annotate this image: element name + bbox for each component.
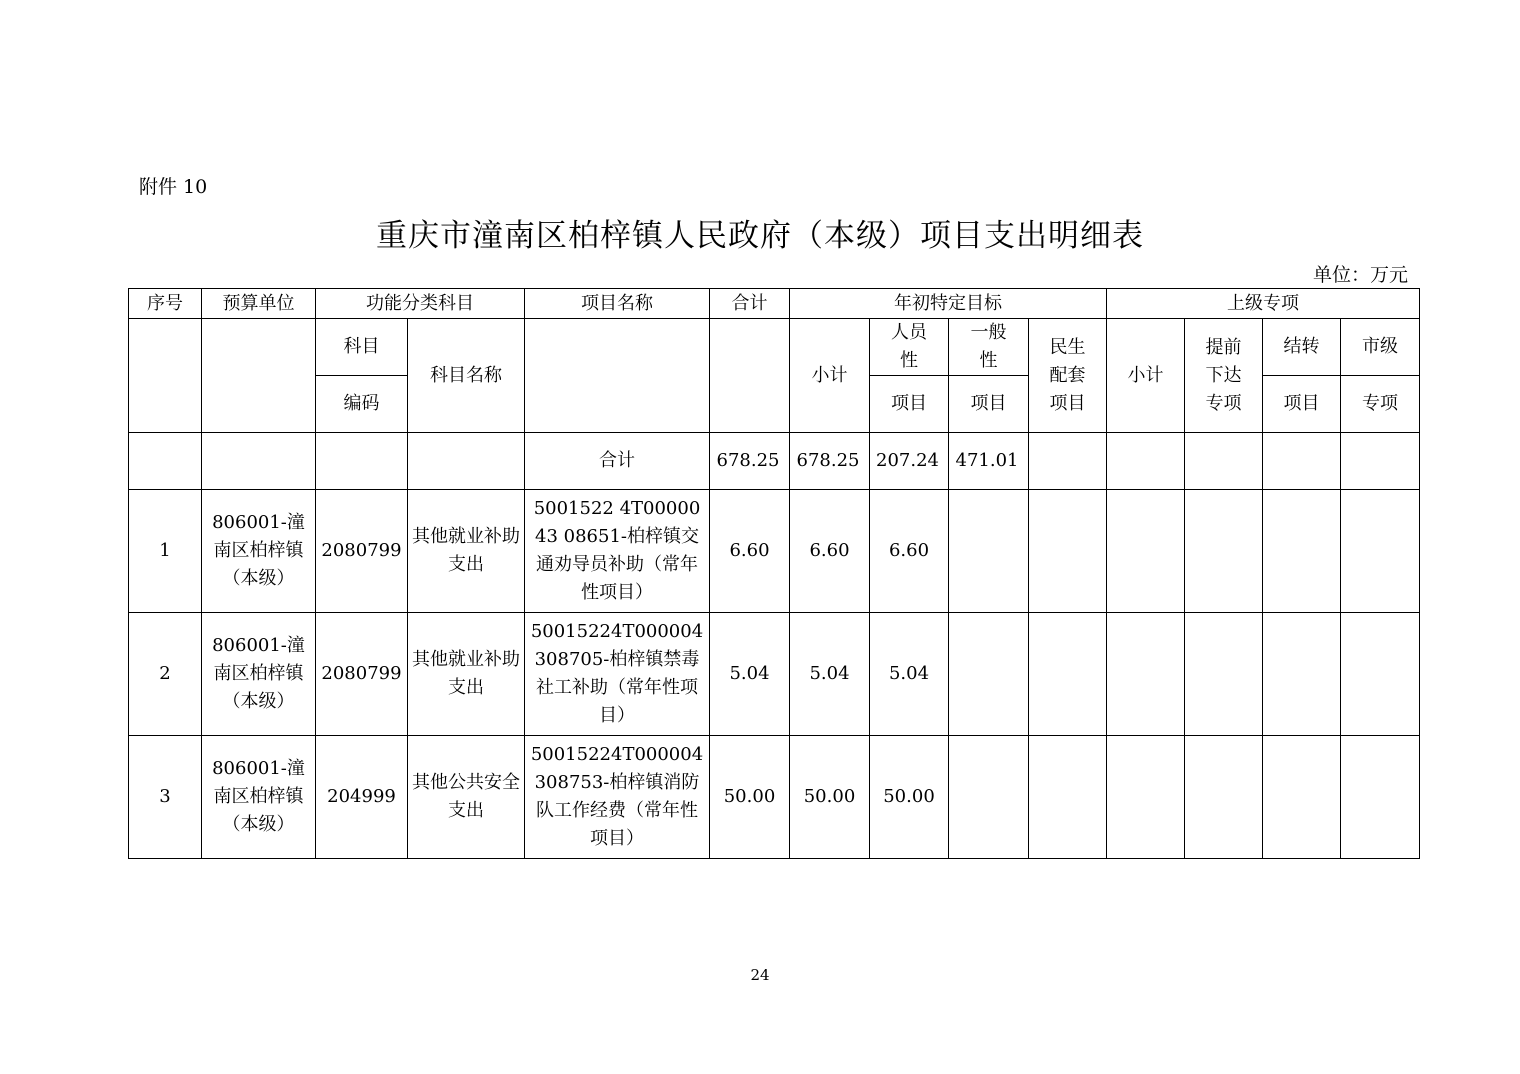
cell-blank [949, 613, 1029, 736]
header-initial-target: 年初特定目标 [790, 289, 1107, 319]
header-minsheng: 民生配套项目 [1029, 319, 1107, 433]
row-unit: 806001-潼南区柏梓镇（本级） [202, 736, 316, 859]
cell-blank [949, 490, 1029, 613]
cell-blank [1107, 433, 1185, 490]
row-seq: 1 [129, 490, 202, 613]
header-row-2 [129, 319, 1420, 376]
attachment-label: 附件 10 [139, 176, 208, 198]
row-code: 204999 [316, 736, 408, 859]
cell-blank [129, 433, 202, 490]
row-personnel: 6.60 [870, 490, 949, 613]
page-number: 24 [750, 966, 770, 984]
header-carryover-project: 项目 [1263, 376, 1341, 433]
total-general: 471.01 [949, 433, 1029, 490]
cell-blank [1341, 736, 1420, 859]
header-personnel-project: 项目 [870, 376, 949, 433]
cell-blank [1029, 490, 1107, 613]
row-subtotal: 5.04 [790, 613, 870, 736]
header-general: 一般性 [949, 319, 1029, 376]
cell-blank [1263, 490, 1341, 613]
total-personnel: 207.24 [870, 433, 949, 490]
total-subtotal: 678.25 [790, 433, 870, 490]
cell-blank [1341, 433, 1420, 490]
header-upper-subtotal: 小计 [1107, 319, 1185, 433]
header-blank [525, 319, 710, 433]
cell-blank [949, 736, 1029, 859]
row-subject-name: 其他就业补助支出 [408, 490, 525, 613]
row-personnel: 5.04 [870, 613, 949, 736]
row-unit: 806001-潼南区柏梓镇（本级） [202, 490, 316, 613]
header-general-project: 项目 [949, 376, 1029, 433]
header-subtotal: 小计 [790, 319, 870, 433]
header-subject-name: 科目名称 [408, 319, 525, 433]
cell-blank [1263, 613, 1341, 736]
cell-blank [1341, 490, 1420, 613]
cell-blank [1107, 736, 1185, 859]
row-code: 2080799 [316, 613, 408, 736]
row-subtotal: 6.60 [790, 490, 870, 613]
row-seq: 3 [129, 736, 202, 859]
cell-blank [1263, 433, 1341, 490]
row-code: 2080799 [316, 490, 408, 613]
cell-blank [408, 433, 525, 490]
page-title: 重庆市潼南区柏梓镇人民政府（本级）项目支出明细表 [376, 218, 1144, 254]
cell-blank [202, 433, 316, 490]
row-project: 50015224T000004308753-柏梓镇消防队工作经费（常年性项目） [525, 736, 710, 859]
table-row [129, 613, 1420, 736]
row-total: 50.00 [710, 736, 790, 859]
cell-blank [316, 433, 408, 490]
row-seq: 2 [129, 613, 202, 736]
cell-blank [1185, 736, 1263, 859]
row-total: 6.60 [710, 490, 790, 613]
row-subject-name: 其他就业补助支出 [408, 613, 525, 736]
header-blank [129, 319, 202, 433]
header-seq: 序号 [129, 289, 202, 319]
row-subject-name: 其他公共安全支出 [408, 736, 525, 859]
header-blank [202, 319, 316, 433]
row-personnel: 50.00 [870, 736, 949, 859]
cell-blank [1185, 433, 1263, 490]
cell-blank [1029, 613, 1107, 736]
cell-blank [1029, 736, 1107, 859]
cell-blank [1341, 613, 1420, 736]
header-code: 编码 [316, 376, 408, 433]
row-project: 5001522 4T0000043 08651-柏梓镇交通劝导员补助（常年性项目） [525, 490, 710, 613]
row-total: 5.04 [710, 613, 790, 736]
header-total: 合计 [710, 289, 790, 319]
project-expenditure-table [128, 288, 1420, 859]
table-row [129, 736, 1420, 859]
cell-blank [1185, 613, 1263, 736]
header-upper-special: 上级专项 [1107, 289, 1420, 319]
unit-label: 单位：万元 [1312, 264, 1408, 286]
cell-blank [1107, 613, 1185, 736]
header-carryover: 结转 [1263, 319, 1341, 376]
header-blank [710, 319, 790, 433]
total-label: 合计 [525, 433, 710, 490]
header-city: 市级 [1341, 319, 1420, 376]
cell-blank [1107, 490, 1185, 613]
header-advance: 提前下达专项 [1185, 319, 1263, 433]
header-budget-unit: 预算单位 [202, 289, 316, 319]
header-personnel: 人员性 [870, 319, 949, 376]
cell-blank [1185, 490, 1263, 613]
row-unit: 806001-潼南区柏梓镇（本级） [202, 613, 316, 736]
header-row-1 [129, 289, 1420, 319]
header-subject: 科目 [316, 319, 408, 376]
cell-blank [1263, 736, 1341, 859]
header-func-class: 功能分类科目 [316, 289, 525, 319]
total-total: 678.25 [710, 433, 790, 490]
row-project: 50015224T000004308705-柏梓镇禁毒社工补助（常年性项目） [525, 613, 710, 736]
header-special: 专项 [1341, 376, 1420, 433]
header-project-name: 项目名称 [525, 289, 710, 319]
cell-blank [1029, 433, 1107, 490]
table-row [129, 490, 1420, 613]
total-row [129, 433, 1420, 490]
row-subtotal: 50.00 [790, 736, 870, 859]
